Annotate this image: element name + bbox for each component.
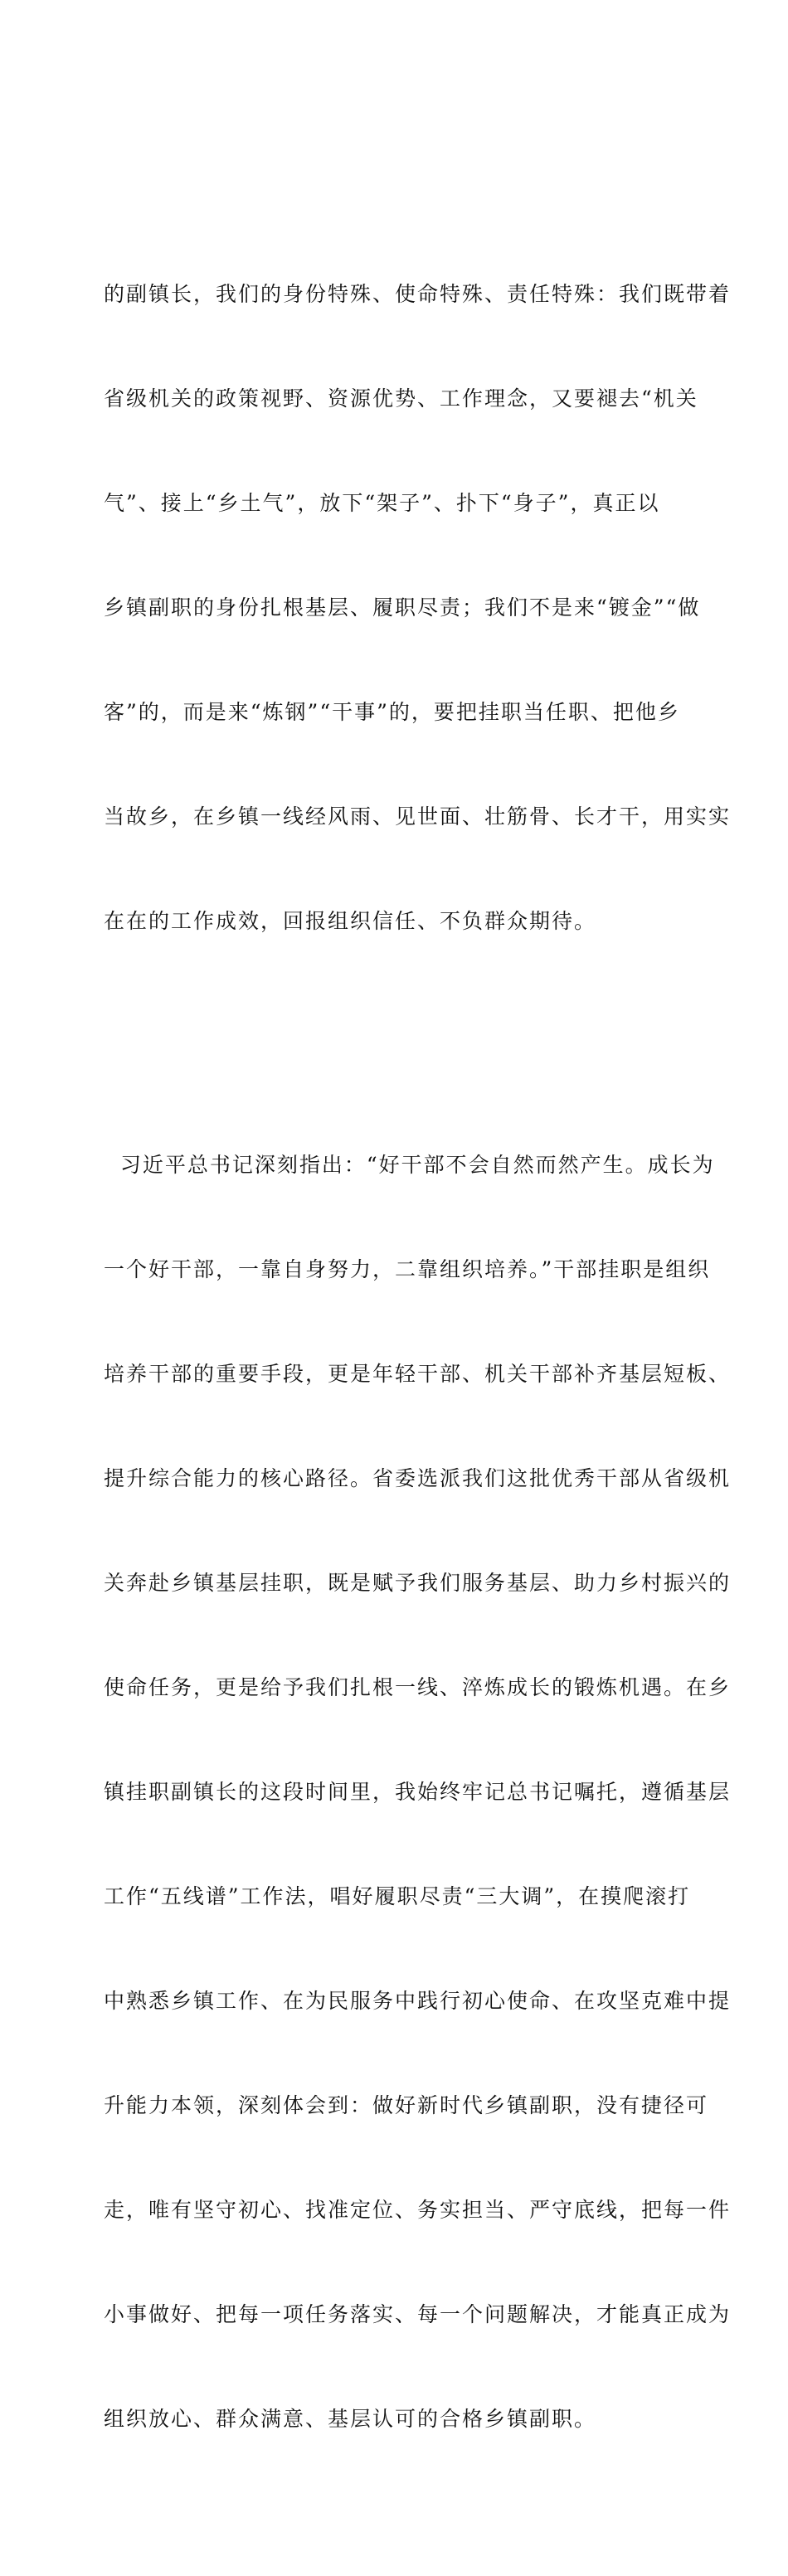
text-line: 在在的工作成效，回报组织信任、不负群众期待。 xyxy=(104,909,597,933)
text-line: 客”的，而是来“炼钢”“干事”的，要把挂职当任职、把他乡 xyxy=(104,700,680,724)
text-line: 升能力本领，深刻体会到：做好新时代乡镇副职，没有捷径可 xyxy=(104,2093,709,2117)
text-line: 中熟悉乡镇工作、在为民服务中践行初心使命、在攻坚克难中提 xyxy=(104,1989,732,2013)
text-line: 关奔赴乡镇基层挂职，既是赋予我们服务基层、助力乡村振兴的 xyxy=(104,1571,732,1595)
body-text xyxy=(104,138,732,2576)
text-line: 省级机关的政策视野、资源优势、工作理念，又要褪去“机关 xyxy=(104,386,698,411)
text-line: 工作“五线谱”工作法，唱好履职尽责“三大调”，在摸爬滚打 xyxy=(104,1884,691,1908)
text-line: 习近平总书记深刻指出：“好干部不会自然而然产生。成长为 xyxy=(104,1153,715,1177)
text-line: 乡镇副职的身份扎根基层、履职尽责；我们不是来“镀金”“做 xyxy=(104,595,701,620)
paragraph-2 xyxy=(104,1078,732,2506)
text-line: 镇挂职副镇长的这段时间里，我始终牢记总书记嘱托，遵循基层 xyxy=(104,1780,732,1804)
text-line: 走，唯有坚守初心、找准定位、务实担当、严守底线，把每一件 xyxy=(104,2198,732,2222)
text-line: 组织放心、群众满意、基层认可的合格乡镇副职。 xyxy=(104,2407,597,2431)
text-line: 气”、接上“乡土气”，放下“架子”、扑下“身子”，真正以 xyxy=(104,491,660,515)
paragraph-1 xyxy=(104,207,732,1009)
text-line: 当故乡，在乡镇一线经风雨、见世面、壮筋骨、长才干，用实实 xyxy=(104,804,732,829)
text-line: 培养干部的重要手段，更是年轻干部、机关干部补齐基层短板、 xyxy=(104,1362,732,1386)
text-line: 一个好干部，一靠自身努力，二靠组织培养。”干部挂职是组织 xyxy=(104,1257,711,1281)
text-line: 小事做好、把每一项任务落实、每一个问题解决，才能真正成为 xyxy=(104,2302,732,2326)
text-line: 使命任务，更是给予我们扎根一线、淬炼成长的锻炼机遇。在乡 xyxy=(104,1675,732,1699)
text-line: 的副镇长，我们的身份特殊、使命特殊、责任特殊：我们既带着 xyxy=(104,282,732,306)
text-line: 提升综合能力的核心路径。省委选派我们这批优秀干部从省级机 xyxy=(104,1466,732,1490)
